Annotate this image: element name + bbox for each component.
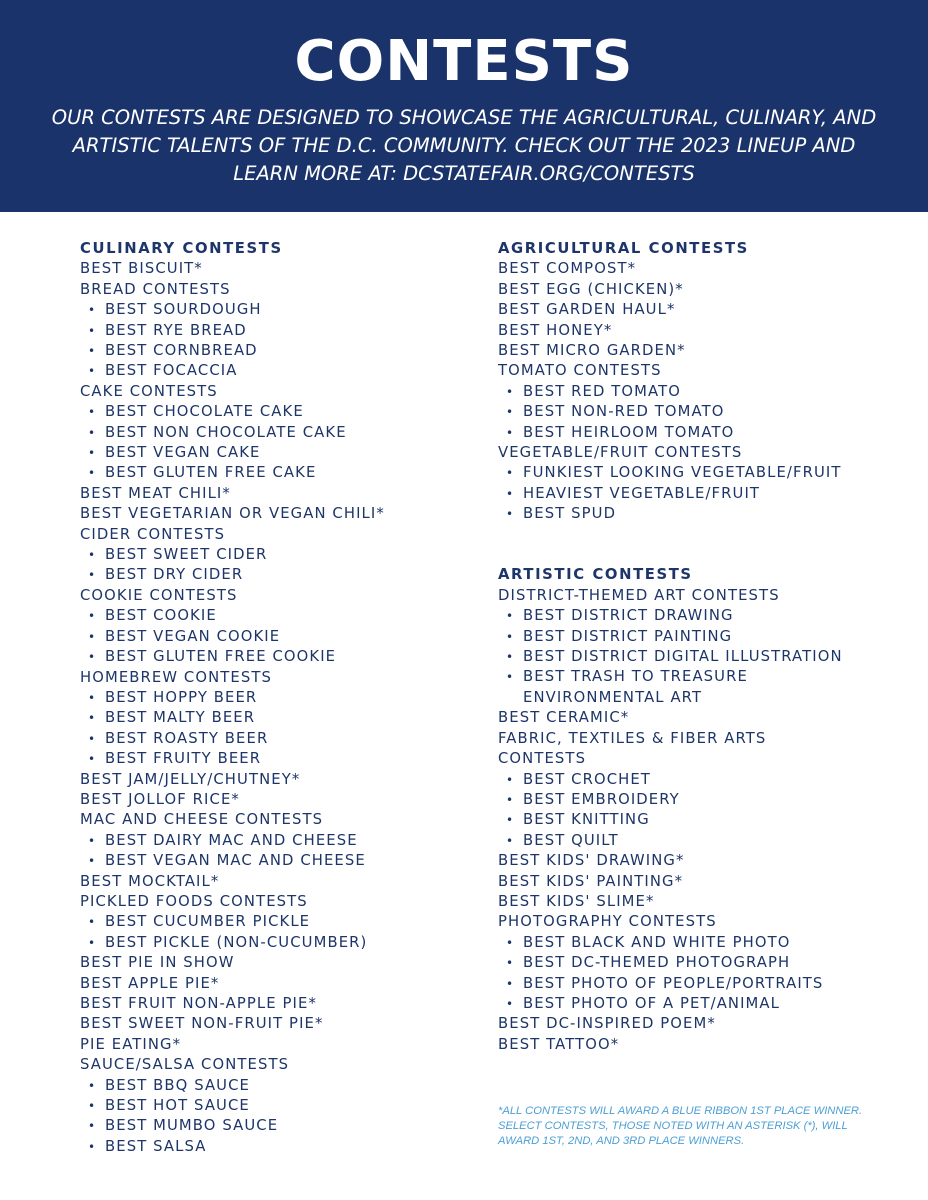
contest-item <box>80 790 470 810</box>
bullet-icon: • <box>506 425 515 440</box>
contest-subitem <box>80 463 470 483</box>
contest-label: BEST TRASH TO TREASURE <box>523 668 748 686</box>
contest-subitem <box>80 321 470 341</box>
contest-label: BEST KIDS' SLIME* <box>498 892 655 910</box>
contest-label: MAC AND CHEESE CONTESTS <box>80 811 324 829</box>
contest-item <box>80 1055 470 1075</box>
contest-item <box>80 892 470 912</box>
contest-subitem <box>498 933 898 953</box>
bullet-icon: • <box>88 405 97 420</box>
bullet-icon: • <box>88 690 97 705</box>
contest-label: TOMATO CONTESTS <box>498 362 662 380</box>
contest-label: PHOTOGRAPHY CONTESTS <box>498 913 717 931</box>
contest-subitem <box>498 463 898 483</box>
contest-label: BEST KIDS' PAINTING* <box>498 872 684 890</box>
contest-subitem <box>498 810 898 830</box>
contest-subitem <box>498 484 898 504</box>
contest-item <box>498 912 898 932</box>
contest-label: BEST VEGAN CAKE <box>105 444 261 462</box>
contest-subitem <box>80 402 470 422</box>
agricultural-list <box>498 259 898 524</box>
contest-item <box>80 668 470 688</box>
contest-label: BEST PICKLE (NON-CUCUMBER) <box>105 933 368 951</box>
contest-subitem <box>80 912 470 932</box>
bullet-icon: • <box>88 303 97 318</box>
header-banner <box>0 0 928 212</box>
contest-item <box>498 1014 898 1034</box>
contest-label: BEST VEGAN COOKIE <box>105 627 281 645</box>
contest-subitem <box>80 933 470 953</box>
contest-item <box>80 770 470 790</box>
contest-subitem <box>498 688 898 708</box>
bullet-icon: • <box>88 466 97 481</box>
contest-subitem <box>80 1076 470 1096</box>
contest-item <box>80 1035 470 1055</box>
contest-label: BREAD CONTESTS <box>80 280 231 298</box>
contest-subitem <box>80 851 470 871</box>
bullet-icon: • <box>88 364 97 379</box>
artistic-list <box>498 586 898 1055</box>
bullet-icon: • <box>506 813 515 828</box>
contest-item <box>80 525 470 545</box>
contest-label: BEST GLUTEN FREE COOKIE <box>105 648 337 666</box>
bullet-icon: • <box>506 384 515 399</box>
bullet-icon: • <box>88 629 97 644</box>
contest-subitem <box>80 729 470 749</box>
contest-subitem <box>498 627 898 647</box>
bullet-icon: • <box>88 446 97 461</box>
bullet-icon: • <box>506 486 515 501</box>
contest-label: CAKE CONTESTS <box>80 382 218 400</box>
culinary-column <box>80 239 470 1157</box>
bullet-icon: • <box>88 548 97 563</box>
bullet-icon: • <box>88 425 97 440</box>
contest-subitem <box>80 606 470 626</box>
contest-label: BEST DRY CIDER <box>105 566 244 584</box>
contest-label: BEST DC-INSPIRED POEM* <box>498 1015 716 1033</box>
contest-label: ENVIRONMENTAL ART <box>523 688 703 706</box>
contest-label: BEST VEGAN MAC AND CHEESE <box>105 852 366 870</box>
contest-label: BEST NON CHOCOLATE CAKE <box>105 423 347 441</box>
contest-label: HEAVIEST VEGETABLE/FRUIT <box>523 484 761 502</box>
contest-item <box>80 974 470 994</box>
contest-subitem <box>80 1116 470 1136</box>
contest-label: BEST MOCKTAIL* <box>80 872 220 890</box>
contest-label: BEST MICRO GARDEN* <box>498 342 686 360</box>
contest-label: BEST MALTY BEER <box>105 709 256 727</box>
page-title: CONTESTS <box>294 29 634 94</box>
culinary-list <box>80 259 470 1157</box>
contest-item <box>498 280 898 300</box>
contest-item <box>80 1014 470 1034</box>
bullet-icon: • <box>88 1099 97 1114</box>
contest-subitem <box>80 708 470 728</box>
contest-item <box>80 484 470 504</box>
contest-label: BEST DISTRICT DRAWING <box>523 607 734 625</box>
contest-label: BEST APPLE PIE* <box>80 974 220 992</box>
bullet-icon: • <box>506 935 515 950</box>
contest-subitem <box>80 423 470 443</box>
bullet-icon: • <box>88 650 97 665</box>
contest-subitem <box>498 647 898 667</box>
bullet-icon: • <box>506 772 515 787</box>
contest-item <box>80 872 470 892</box>
contest-subitem <box>498 953 898 973</box>
contest-item <box>498 851 898 871</box>
contest-subitem <box>498 606 898 626</box>
contest-subitem <box>80 300 470 320</box>
contest-subitem <box>498 994 898 1014</box>
contest-label: BEST GARDEN HAUL* <box>498 301 676 319</box>
bullet-icon: • <box>506 670 515 685</box>
contest-item <box>80 280 470 300</box>
contest-item <box>498 872 898 892</box>
bullet-icon: • <box>506 609 515 624</box>
contest-label: BEST RED TOMATO <box>523 382 681 400</box>
section-spacer <box>498 525 898 566</box>
bullet-icon: • <box>506 976 515 991</box>
contest-label: BEST TATTOO* <box>498 1035 620 1053</box>
bullet-icon: • <box>506 792 515 807</box>
contest-subitem <box>80 1096 470 1116</box>
contest-label: BEST PHOTO OF PEOPLE/PORTRAITS <box>523 974 824 992</box>
contest-label: BEST NON-RED TOMATO <box>523 403 725 421</box>
bullet-icon: • <box>88 731 97 746</box>
contest-label: PIE EATING* <box>80 1035 182 1053</box>
contest-subitem <box>80 565 470 585</box>
contest-item <box>80 586 470 606</box>
contest-item <box>498 729 898 749</box>
contest-subitem <box>498 790 898 810</box>
contest-subitem <box>80 688 470 708</box>
agricultural-section-title: AGRICULTURAL CONTESTS <box>498 240 749 257</box>
contest-subitem <box>498 402 898 422</box>
contest-item <box>80 810 470 830</box>
contest-item <box>498 586 898 606</box>
bullet-icon: • <box>88 833 97 848</box>
contest-subitem <box>80 627 470 647</box>
contest-label: BEST EMBROIDERY <box>523 790 680 808</box>
contest-subitem <box>498 667 898 687</box>
bullet-icon: • <box>88 1119 97 1134</box>
contest-item <box>498 443 898 463</box>
intro-text: OUR CONTESTS ARE DESIGNED TO SHOWCASE THE AGRICULTURAL, CULINARY, AND ARTISTIC TALENTS OF THE D.C. COMMUNITY. CHECK OUT THE 2023 LINEUP AND LEARN MORE AT: DCSTATEFAIR.ORG/CONTESTS <box>51 106 877 185</box>
artistic-section-title: ARTISTIC CONTESTS <box>498 566 693 584</box>
contest-label: BEST MUMBO SAUCE <box>105 1117 279 1135</box>
contest-item <box>80 259 470 279</box>
bullet-icon: • <box>88 854 97 869</box>
contest-label: BEST SOURDOUGH <box>105 301 262 319</box>
contest-label: BEST SPUD <box>523 505 617 523</box>
contest-label: BEST HONEY* <box>498 321 613 339</box>
contest-label: BEST FOCACCIA <box>105 362 238 380</box>
contest-label: BEST CORNBREAD <box>105 342 258 360</box>
contest-label: CONTESTS <box>498 750 587 768</box>
contest-item <box>498 1035 898 1055</box>
contest-subitem <box>80 647 470 667</box>
contest-label: FUNKIEST LOOKING VEGETABLE/FRUIT <box>523 464 842 482</box>
bullet-icon: • <box>88 323 97 338</box>
contest-label: BEST SWEET NON-FRUIT PIE* <box>80 1015 324 1033</box>
contest-subitem <box>80 443 470 463</box>
contest-label: BEST HOPPY BEER <box>105 688 258 706</box>
bullet-icon: • <box>88 1139 97 1154</box>
contest-label: BEST DISTRICT DIGITAL ILLUSTRATION <box>523 648 843 666</box>
contest-label: BEST BISCUIT* <box>80 260 203 278</box>
contest-label: BEST COMPOST* <box>498 260 637 278</box>
contest-subitem <box>80 831 470 851</box>
contest-label: BEST JOLLOF RICE* <box>80 790 240 808</box>
contest-label: BEST SWEET CIDER <box>105 546 268 564</box>
right-column <box>498 239 898 1055</box>
contest-label: BEST BBQ SAUCE <box>105 1076 250 1094</box>
bullet-icon: • <box>506 629 515 644</box>
contest-label: BEST VEGETARIAN OR VEGAN CHILI* <box>80 505 385 523</box>
contest-label: BEST DISTRICT PAINTING <box>523 627 733 645</box>
contest-item <box>498 300 898 320</box>
contest-label: BEST PIE IN SHOW <box>80 954 235 972</box>
contest-subitem <box>80 361 470 381</box>
contest-item <box>80 382 470 402</box>
contest-label: BEST CUCUMBER PICKLE <box>105 913 311 931</box>
contest-subitem <box>498 382 898 402</box>
bullet-icon: • <box>88 344 97 359</box>
contest-label: BEST KNITTING <box>523 811 650 829</box>
contest-label: VEGETABLE/FRUIT CONTESTS <box>498 444 743 462</box>
contest-item <box>498 749 898 769</box>
contest-label: BEST FRUITY BEER <box>105 750 262 768</box>
contest-label: BEST KIDS' DRAWING* <box>498 852 685 870</box>
contest-item <box>498 259 898 279</box>
contest-label: FABRIC, TEXTILES & FIBER ARTS <box>498 729 767 747</box>
contest-label: BEST JAM/JELLY/CHUTNEY* <box>80 770 301 788</box>
bullet-icon: • <box>88 711 97 726</box>
contest-label: BEST EGG (CHICKEN)* <box>498 280 684 298</box>
bullet-icon: • <box>88 609 97 624</box>
bullet-icon: • <box>506 650 515 665</box>
contest-label: PICKLED FOODS CONTESTS <box>80 892 308 910</box>
contest-item <box>80 994 470 1014</box>
contest-label: BEST FRUIT NON-APPLE PIE* <box>80 995 317 1013</box>
contest-label: BEST CHOCOLATE CAKE <box>105 403 304 421</box>
contest-subitem <box>80 545 470 565</box>
bullet-icon: • <box>88 752 97 767</box>
contest-label: DISTRICT-THEMED ART CONTESTS <box>498 586 780 604</box>
contest-item <box>498 341 898 361</box>
contest-subitem <box>498 504 898 524</box>
contest-item <box>498 361 898 381</box>
contest-subitem <box>498 770 898 790</box>
bullet-icon: • <box>88 1078 97 1093</box>
bullet-icon: • <box>88 935 97 950</box>
contest-label: BEST BLACK AND WHITE PHOTO <box>523 933 791 951</box>
contest-label: BEST PHOTO OF A PET/ANIMAL <box>523 994 780 1012</box>
contest-label: BEST COOKIE <box>105 607 217 625</box>
contest-subitem <box>80 341 470 361</box>
contest-subitem <box>498 423 898 443</box>
bullet-icon: • <box>506 956 515 971</box>
contest-item <box>498 892 898 912</box>
contest-label: BEST HEIRLOOM TOMATO <box>523 423 735 441</box>
contest-subitem <box>80 1137 470 1157</box>
contest-label: BEST CERAMIC* <box>498 709 630 727</box>
bullet-icon: • <box>88 568 97 583</box>
bullet-icon: • <box>506 507 515 522</box>
contest-subitem <box>498 974 898 994</box>
contest-label: BEST DC-THEMED PHOTOGRAPH <box>523 954 791 972</box>
contest-label: CIDER CONTESTS <box>80 525 226 543</box>
bullet-icon: • <box>506 405 515 420</box>
contest-label: BEST GLUTEN FREE CAKE <box>105 464 317 482</box>
footnote: *ALL CONTESTS WILL AWARD A BLUE RIBBON 1ST PLACE WINNER. SELECT CONTESTS, THOSE NOTED WITH AN ASTERISK (*), WILL AWARD 1ST, 2ND, AND 3RD PLACE WINNERS. <box>498 1105 863 1147</box>
contest-label: BEST HOT SAUCE <box>105 1097 250 1115</box>
contest-item <box>80 504 470 524</box>
bullet-icon: • <box>506 833 515 848</box>
bullet-icon: • <box>506 996 515 1011</box>
contest-subitem <box>80 749 470 769</box>
contest-label: BEST MEAT CHILI* <box>80 484 231 502</box>
contest-label: SAUCE/SALSA CONTESTS <box>80 1056 290 1074</box>
contest-label: BEST RYE BREAD <box>105 321 247 339</box>
contest-item <box>498 708 898 728</box>
contest-item <box>80 953 470 973</box>
contest-label: COOKIE CONTESTS <box>80 586 238 604</box>
contest-subitem <box>498 831 898 851</box>
contest-label: HOMEBREW CONTESTS <box>80 668 272 686</box>
contest-label: BEST DAIRY MAC AND CHEESE <box>105 831 358 849</box>
contest-item <box>498 321 898 341</box>
bullet-icon: • <box>88 915 97 930</box>
contest-label: BEST SALSA <box>105 1137 207 1155</box>
bullet-icon: • <box>506 466 515 481</box>
contest-label: BEST CROCHET <box>523 770 651 788</box>
contest-label: BEST QUILT <box>523 831 619 849</box>
culinary-section-title: CULINARY CONTESTS <box>80 240 283 257</box>
contest-label: BEST ROASTY BEER <box>105 729 269 747</box>
